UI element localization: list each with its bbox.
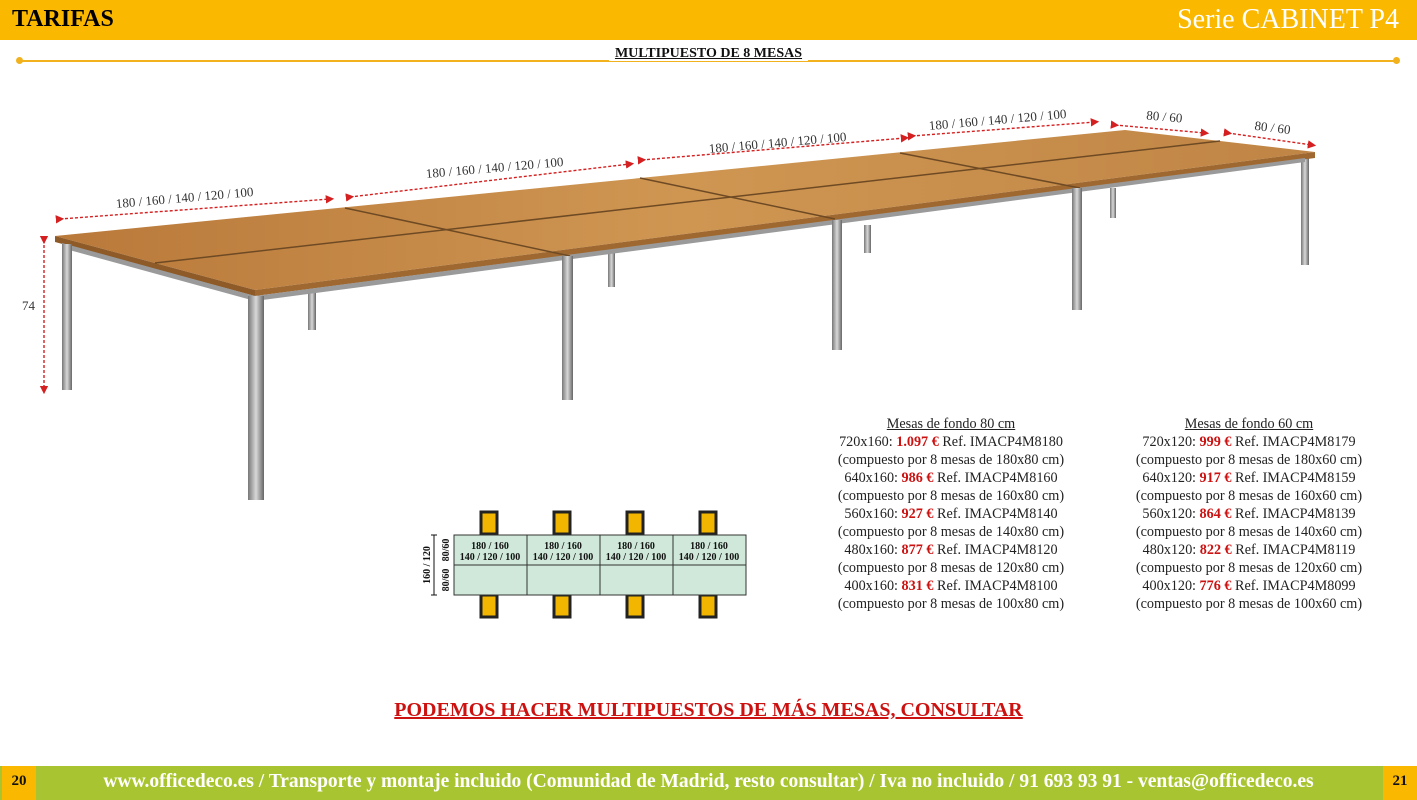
desk-width-label: 140 / 120 / 100 (532, 552, 594, 563)
price-note: (compuesto por 8 mesas de 100x80 cm) (837, 596, 1065, 612)
page-number-right: 21 (1383, 766, 1417, 800)
price-row: 720x120: 999 € Ref. IMACP4M8179 (1142, 434, 1356, 450)
consult-callout: PODEMOS HACER MULTIPUESTOS DE MÁS MESAS, CONSULTAR (394, 699, 1023, 721)
price-value: 877 € (901, 542, 934, 558)
top-dim-4: 180 / 160 / 140 / 120 / 100 (928, 106, 1067, 134)
price-value: 776 € (1199, 578, 1232, 594)
desk-width-label: 180 / 160 (471, 541, 509, 552)
price-value: 1.097 € (896, 434, 939, 450)
price-note: (compuesto por 8 mesas de 160x80 cm) (837, 488, 1065, 504)
price-list-heading: Mesas de fondo 60 cm (1184, 416, 1314, 432)
depth-dim-2: 80 / 60 (1253, 117, 1292, 138)
price-row: 400x160: 831 € Ref. IMACP4M8100 (844, 578, 1058, 594)
desk-width-label: 140 / 120 / 100 (459, 552, 521, 563)
price-value: 864 € (1199, 506, 1232, 522)
series-title: Serie CABINET P4 (1177, 4, 1399, 35)
depth-half-label-bottom: 80/60 (441, 568, 452, 592)
section-label: TARIFAS (12, 6, 114, 32)
price-note: (compuesto por 8 mesas de 120x80 cm) (837, 560, 1065, 576)
price-row: 400x120: 776 € Ref. IMACP4M8099 (1142, 578, 1356, 594)
footer-contact-text[interactable]: www.officedeco.es / Transporte y montaje incluido (Comunidad de Madrid, resto consultar) / Iva no incluido / 91 693 93 91 - ventas@officedeco.es (103, 771, 1314, 792)
page-title: MULTIPUESTO DE 8 MESAS (0, 46, 1417, 62)
price-note: (compuesto por 8 mesas de 120x60 cm) (1135, 560, 1363, 576)
desk-width-label: 180 / 160 (617, 541, 655, 552)
depth-total-label: 160 / 120 (422, 546, 433, 584)
price-row: 560x120: 864 € Ref. IMACP4M8139 (1142, 506, 1356, 522)
floor-plan-diagram (410, 505, 755, 625)
price-row: 480x120: 822 € Ref. IMACP4M8119 (1142, 542, 1356, 558)
price-row: 720x160: 1.097 € Ref. IMACP4M8180 (839, 434, 1063, 450)
price-list-fondo-60 (1099, 415, 1399, 613)
chairs-bottom (481, 595, 716, 617)
price-value: 831 € (901, 578, 934, 594)
tabletop (55, 130, 1315, 290)
desk-width-label: 140 / 120 / 100 (678, 552, 740, 563)
price-note: (compuesto por 8 mesas de 160x60 cm) (1135, 488, 1363, 504)
top-dim-2: 180 / 160 / 140 / 120 / 100 (425, 154, 564, 182)
price-note: (compuesto por 8 mesas de 140x80 cm) (837, 524, 1065, 540)
price-value: 822 € (1199, 542, 1232, 558)
desk-width-label: 140 / 120 / 100 (605, 552, 667, 563)
price-value: 986 € (901, 470, 934, 486)
top-dim-3: 180 / 160 / 140 / 120 / 100 (708, 129, 847, 157)
height-label: 74 (22, 298, 35, 313)
price-note: (compuesto por 8 mesas de 100x60 cm) (1135, 596, 1363, 612)
depth-dim-1: 80 / 60 (1145, 107, 1184, 126)
chairs-top (481, 512, 716, 534)
price-list-fondo-80 (801, 415, 1101, 613)
price-note: (compuesto por 8 mesas de 180x60 cm) (1135, 452, 1363, 468)
price-value: 999 € (1199, 434, 1232, 450)
price-row: 480x160: 877 € Ref. IMACP4M8120 (844, 542, 1058, 558)
top-dim-1: 180 / 160 / 140 / 120 / 100 (115, 184, 254, 212)
price-value: 927 € (901, 506, 934, 522)
desk-seams (155, 141, 1220, 263)
page-number-left: 20 (2, 766, 36, 800)
price-row: 560x160: 927 € Ref. IMACP4M8140 (844, 506, 1058, 522)
price-row: 640x120: 917 € Ref. IMACP4M8159 (1142, 470, 1356, 486)
desk-width-label: 180 / 160 (544, 541, 582, 552)
price-note: (compuesto por 8 mesas de 180x80 cm) (837, 452, 1065, 468)
depth-half-label-top: 80/60 (441, 538, 452, 562)
price-list-heading: Mesas de fondo 80 cm (886, 416, 1016, 432)
price-row: 640x160: 986 € Ref. IMACP4M8160 (844, 470, 1058, 486)
desk-width-label: 180 / 160 (690, 541, 728, 552)
price-value: 917 € (1199, 470, 1232, 486)
price-note: (compuesto por 8 mesas de 140x60 cm) (1135, 524, 1363, 540)
